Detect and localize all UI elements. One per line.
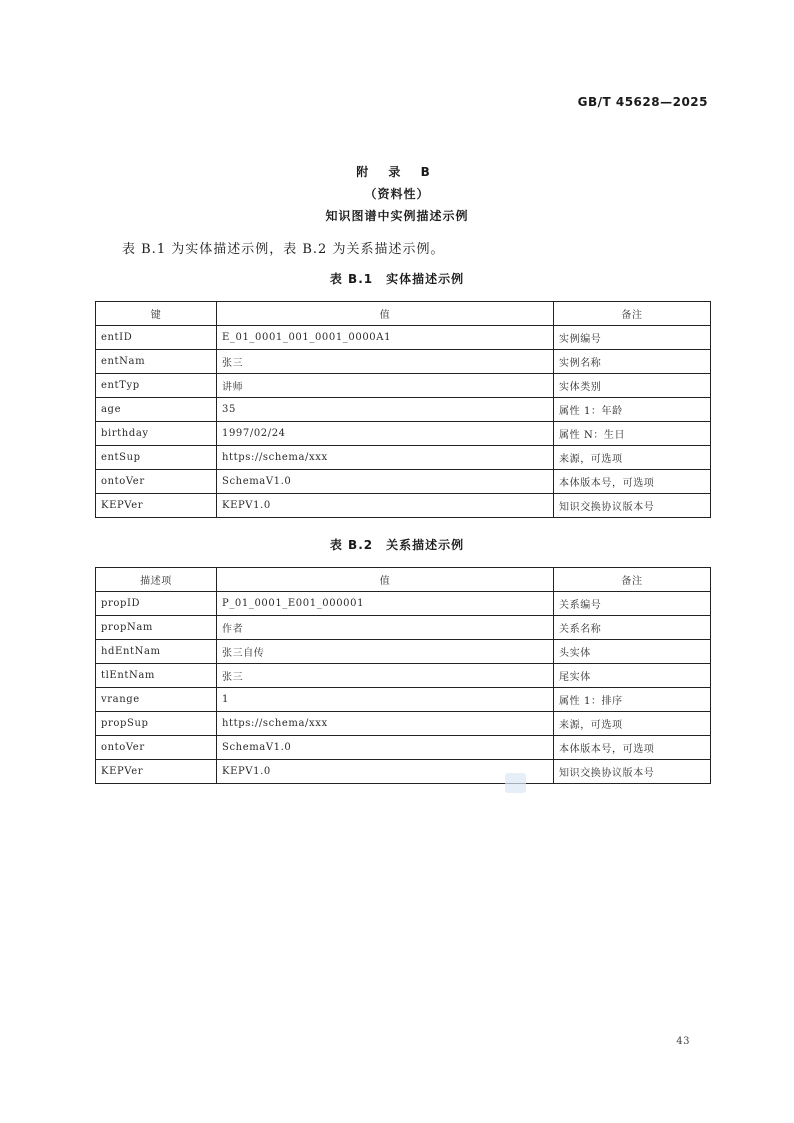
column-header-note: 备注: [554, 302, 711, 326]
table-cell: 讲师: [217, 374, 554, 398]
table-cell: 来源，可选项: [554, 446, 711, 470]
table-cell: age: [96, 398, 217, 422]
column-header-key: 键: [96, 302, 217, 326]
table-cell: KEPV1.0: [217, 494, 554, 518]
table-cell: 属性 N：生日: [554, 422, 711, 446]
table-cell: KEPVer: [96, 494, 217, 518]
table-cell: SchemaV1.0: [217, 470, 554, 494]
table-cell: P_01_0001_E001_000001: [217, 592, 554, 616]
table-cell: KEPV1.0: [217, 760, 554, 784]
table-row: [96, 712, 711, 736]
table-cell: https://schema/xxx: [217, 446, 554, 470]
table-row: [96, 446, 711, 470]
table-cell: ontoVer: [96, 470, 217, 494]
table-cell: 实例编号: [554, 326, 711, 350]
table-cell: 关系编号: [554, 592, 711, 616]
table-row: [96, 616, 711, 640]
table-row: [96, 688, 711, 712]
table-cell: entID: [96, 326, 217, 350]
table-cell: 头实体: [554, 640, 711, 664]
table-cell: 知识交换协议版本号: [554, 760, 711, 784]
annex-subject: 知识图谱中实例描述示例: [325, 209, 469, 223]
table-cell: propNam: [96, 616, 217, 640]
table-cell: SchemaV1.0: [217, 736, 554, 760]
table2-caption: 表 B.2 关系描述示例: [329, 538, 465, 552]
table-row: [96, 398, 711, 422]
annex-title: 附 录 B: [356, 165, 438, 179]
table-cell: 张三: [217, 664, 554, 688]
intro-paragraph: 表 B.1 为实体描述示例，表 B.2 为关系描述示例。: [122, 242, 445, 257]
table-row: [96, 326, 711, 350]
column-header-value: 值: [217, 302, 554, 326]
table-cell: 关系名称: [554, 616, 711, 640]
table-cell: 实例名称: [554, 350, 711, 374]
table-row: [96, 494, 711, 518]
standard-code: GB/T 45628—2025: [577, 95, 708, 109]
table-cell: KEPVer: [96, 760, 217, 784]
table-row: [96, 592, 711, 616]
table-cell: hdEntNam: [96, 640, 217, 664]
table-cell: https://schema/xxx: [217, 712, 554, 736]
table-header-row: [96, 302, 711, 326]
table-cell: 属性 1：年龄: [554, 398, 711, 422]
table-row: [96, 470, 711, 494]
table-row: [96, 422, 711, 446]
table-row: [96, 350, 711, 374]
entity-description-table: [95, 301, 711, 518]
annex-type: （资料性）: [364, 187, 430, 201]
table-cell: entSup: [96, 446, 217, 470]
table-cell: entTyp: [96, 374, 217, 398]
table-cell: E_01_0001_001_0001_0000A1: [217, 326, 554, 350]
relation-description-table: [95, 567, 711, 784]
table-row: [96, 640, 711, 664]
column-header-value: 值: [217, 568, 554, 592]
table-cell: vrange: [96, 688, 217, 712]
table-cell: 35: [217, 398, 554, 422]
table-cell: 1: [217, 688, 554, 712]
table-header-row: [96, 568, 711, 592]
watermark-mark: [505, 773, 526, 793]
page-number: 43: [676, 1036, 690, 1047]
table-row: [96, 760, 711, 784]
table-cell: 来源，可选项: [554, 712, 711, 736]
table-cell: 知识交换协议版本号: [554, 494, 711, 518]
table-cell: 实体类别: [554, 374, 711, 398]
table-cell: propID: [96, 592, 217, 616]
table-cell: 作者: [217, 616, 554, 640]
table-cell: entNam: [96, 350, 217, 374]
table1-caption: 表 B.1 实体描述示例: [329, 272, 465, 286]
table-cell: 张三: [217, 350, 554, 374]
column-header-item: 描述项: [96, 568, 217, 592]
table-cell: 属性 1：排序: [554, 688, 711, 712]
table-cell: tlEntNam: [96, 664, 217, 688]
table-cell: propSup: [96, 712, 217, 736]
table-row: [96, 664, 711, 688]
column-header-note: 备注: [554, 568, 711, 592]
table-cell: 1997/02/24: [217, 422, 554, 446]
table-cell: birthday: [96, 422, 217, 446]
table-cell: ontoVer: [96, 736, 217, 760]
table-cell: 本体版本号，可选项: [554, 470, 711, 494]
table-row: [96, 374, 711, 398]
table-cell: 尾实体: [554, 664, 711, 688]
table-cell: 张三自传: [217, 640, 554, 664]
table-row: [96, 736, 711, 760]
table-cell: 本体版本号，可选项: [554, 736, 711, 760]
